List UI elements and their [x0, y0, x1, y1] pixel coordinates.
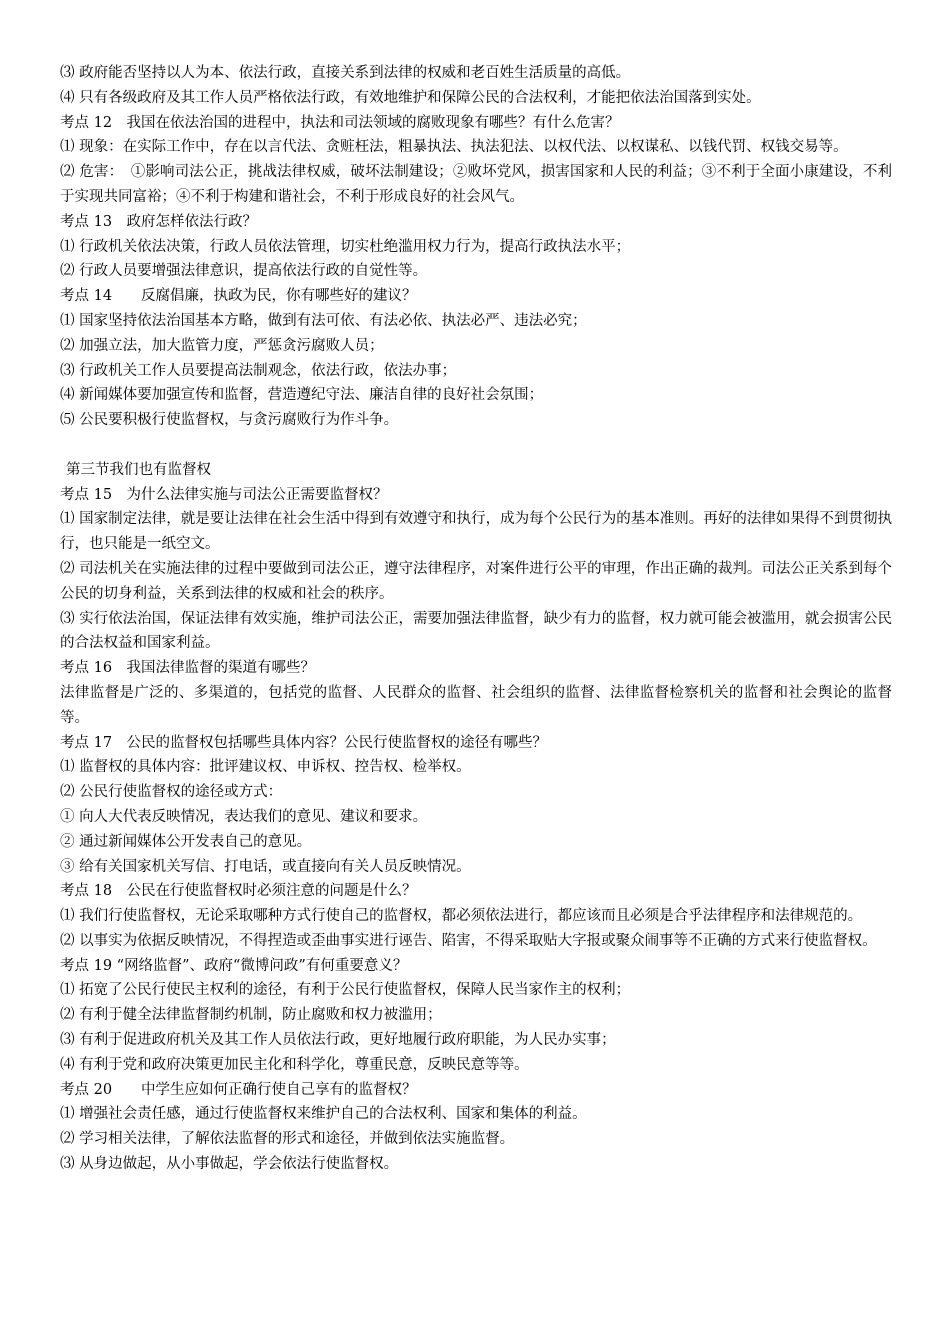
question-heading: 考点 17 公民的监督权包括哪些具体内容？公民行使监督权的途径有哪些？	[60, 734, 548, 751]
paragraph: ⑵ 加强立法，加大监管力度，严惩贪污腐败人员；	[60, 337, 384, 354]
paragraph: ⑶ 行政机关工作人员要提高法制观念，依法行政，依法办事；	[60, 362, 457, 379]
paragraph: ⑶ 政府能否坚持以人为本、依法行政，直接关系到法律的权威和老百姓生活质量的高低。	[60, 65, 631, 81]
paragraph: ⑸ 公民要积极行使监督权，与贪污腐败行为作斗争。	[60, 412, 399, 429]
question-heading: 考点 12 我国在依法治国的进程中，执法和司法领域的腐败现象有哪些？有什么危害？	[60, 114, 620, 131]
question-heading: 考点 19 “网络监督”、政府“微博问政”有何重要意义？	[60, 957, 408, 974]
paragraph: ① 向人大代表反映情况，表达我们的意见、建议和要求。	[60, 808, 428, 825]
paragraph: ⑶ 从身边做起，从小事做起，学会依法行使监督权。	[60, 1156, 399, 1173]
paragraph: ⑴ 我们行使监督权，无论采取哪种方式行使自己的监督权，都必须依法进行，都应该而且必须是合乎法律程序和法律规范的。	[60, 908, 863, 925]
question-heading: 考点 14 反腐倡廉，执政为民，你有哪些好的建议？	[60, 288, 417, 305]
paragraph: ⑴ 监督权的具体内容：批评建议权、申诉权、控告权、检举权。	[60, 759, 471, 776]
question-heading: 考点 18 公民在行使监督权时必须注意的问题是什么？	[60, 883, 417, 900]
question-heading: 考点 16 我国法律监督的渠道有哪些？	[60, 660, 316, 677]
paragraph: ⑶ 实行依法治国，保证法律有效实施，维护司法公正，需要加强法律监督，缺少有力的监督，权力就可能会被滥用，就会损害公民的合法权益和国家利益。	[60, 610, 892, 652]
document-body	[60, 61, 892, 1177]
question-heading: 考点 20 中学生应如何正确行使自己享有的监督权？	[60, 1081, 417, 1098]
question-heading: 考点 15 为什么法律实施与司法公正需要监督权？	[60, 486, 388, 503]
paragraph: ⑷ 有利于党和政府决策更加民主化和科学化，尊重民意，反映民意等等。	[60, 1056, 529, 1073]
paragraph: ⑴ 拓宽了公民行使民主权利的途径，有利于公民行使监督权，保障人民当家作主的权利；	[60, 982, 631, 999]
paragraph: ⑷ 新闻媒体要加强宣传和监督，营造遵纪守法、廉洁自律的良好社会氛围；	[60, 387, 544, 404]
paragraph: ⑶ 有利于促进政府机关及其工作人员依法行政，更好地履行政府职能，为人民办实事；	[60, 1032, 616, 1049]
paragraph: ③ 给有关国家机关写信、打电话，或直接向有关人员反映情况。	[60, 858, 471, 875]
paragraph: ⑵ 危害： ①影响司法公正，挑战法律权威，破坏法制建设；②败坏党风，损害国家和人民的利益；③不利于全面小康建设，不利于实现共同富裕；④不利于构建和谐社会，不利于形成良好的社会风气。	[60, 164, 892, 205]
paragraph: ⑵ 有利于健全法律监督制约机制，防止腐败和权力被滥用；	[60, 1007, 442, 1024]
section-title: 第三节我们也有监督权	[66, 461, 211, 478]
paragraph: ⑵ 行政人员要增强法律意识，提高依法行政的自觉性等。	[60, 263, 428, 280]
paragraph: ⑴ 现象：在实际工作中，存在以言代法、贪赃枉法，粗暴执法、执法犯法、以权代法、以权谋私、以钱代罚、权钱交易等。	[60, 139, 848, 156]
paragraph: ⑴ 增强社会责任感，通过行使监督权来维护自己的合法权利、国家和集体的利益。	[60, 1106, 587, 1123]
paragraph: ⑵ 学习相关法律，了解依法监督的形式和途径，并做到依法实施监督。	[60, 1131, 515, 1148]
paragraph: ⑴ 行政机关依法决策，行政人员依法管理，切实杜绝滥用权力行为，提高行政执法水平；	[60, 238, 631, 255]
paragraph: ⑵ 司法机关在实施法律的过程中要做到司法公正，遵守法律程序，对案件进行公平的审理，作出正确的裁判。司法公正关系到每个公民的切身利益，关系到法律的权威和社会的秩序。	[60, 560, 892, 602]
paragraph: ⑴ 国家制定法律，就是要让法律在社会生活中得到有效遵守和执行，成为每个公民行为的基本准则。再好的法律如果得不到贯彻执行，也只能是一纸空文。	[60, 511, 892, 553]
blank-line	[60, 433, 892, 458]
paragraph: ② 通过新闻媒体公开发表自己的意见。	[60, 833, 312, 850]
paragraph: ⑷ 只有各级政府及其工作人员严格依法行政，有效地维护和保障公民的合法权利，才能把依法治国落到实处。	[60, 89, 761, 106]
paragraph: 法律监督是广泛的、多渠道的，包括党的监督、人民群众的监督、社会组织的监督、法律监督检察机关的监督和社会舆论的监督等。	[60, 684, 892, 726]
paragraph: ⑵ 公民行使监督权的途径或方式：	[60, 784, 283, 801]
paragraph: ⑵ 以事实为依据反映情况，不得捏造或歪曲事实进行诬告、陷害，不得采取贴大字报或聚众闹事等不正确的方式来行使监督权。	[60, 932, 877, 949]
paragraph: ⑴ 国家坚持依法治国基本方略，做到有法可依、有法必依、执法必严、违法必究；	[60, 312, 587, 329]
question-heading: 考点 13 政府怎样依法行政？	[60, 213, 258, 230]
